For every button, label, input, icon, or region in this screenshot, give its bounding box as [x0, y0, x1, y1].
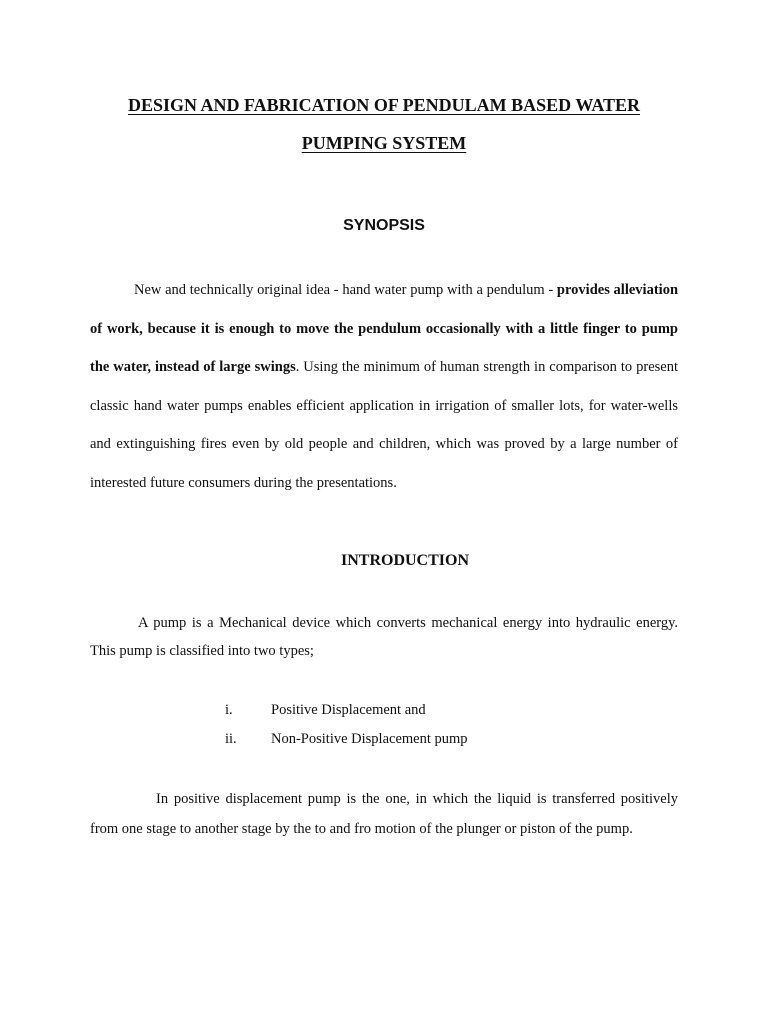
- list-item-text: Positive Displacement and: [271, 702, 426, 718]
- list-item-number: ii.: [225, 731, 237, 747]
- document-title-line-1: DESIGN AND FABRICATION OF PENDULAM BASED WATER: [127, 95, 641, 115]
- synopsis-text-bold: provides alleviation of work, because it is enough to move the pendulum occasionally with a little finger to pump the water, instead of large swings: [90, 282, 679, 376]
- list-item-number: i.: [225, 702, 233, 718]
- synopsis-text-end: . Using the minimum of human strength in comparison to present classic hand water pumps enables efficient application in irrigation of smaller lots, for water-wells and extinguishing fires even by old people and children, which was proved by a large number of interested future consumers during the presentations.: [90, 359, 678, 491]
- document-title-line-2: PUMPING SYSTEM: [301, 133, 467, 153]
- synopsis-paragraph: [90, 271, 678, 503]
- list-item: [0, 698, 768, 727]
- introduction-heading: INTRODUCTION: [340, 552, 469, 569]
- list-item-text: Non-Positive Displacement pump: [271, 731, 468, 747]
- introduction-paragraph: A pump is a Mechanical device which converts mechanical energy into hydraulic energy. This pump is classified into two types;: [90, 615, 678, 659]
- pump-types-list: [0, 698, 768, 756]
- synopsis-heading: SYNOPSIS: [343, 217, 425, 234]
- synopsis-text-start: New and technically original idea - hand water pump with a pendulum -: [134, 282, 557, 298]
- list-item: [0, 727, 768, 756]
- positive-displacement-paragraph: In positive displacement pump is the one, in which the liquid is transferred positively from one stage to another stage by the to and fro motion of the plunger or piston of the pump.: [90, 791, 678, 837]
